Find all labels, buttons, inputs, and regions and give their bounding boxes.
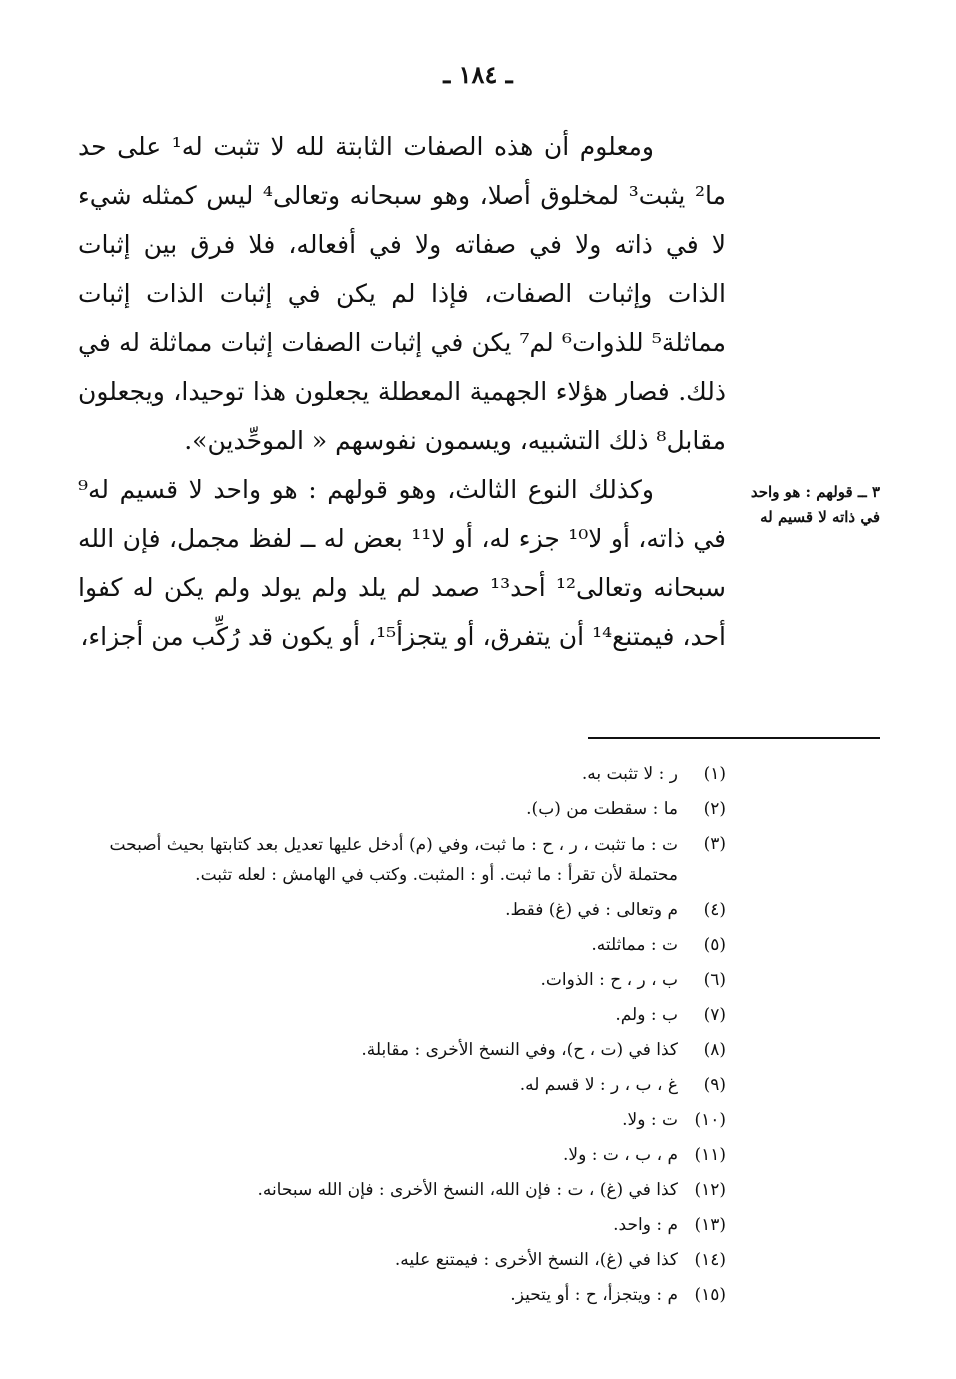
footnote-text: م : ويتجزأ، ح : أو يتحيز. (510, 1285, 678, 1305)
margin-note: ٣ ــ قولهم : هو واحد في ذاته لا قسيم له (750, 483, 880, 526)
footnote-5 (78, 928, 726, 963)
footnote-number: (١٣) (694, 1215, 726, 1235)
footnote-2 (78, 792, 726, 827)
footnote-14 (78, 1243, 726, 1278)
footnote-text: كذا في (غ) ، ت : فإن الله، النسخ الأخرى : فإن الله سبحانه. (257, 1180, 678, 1200)
footnote-number: (٣) (703, 834, 726, 854)
main-text (78, 122, 726, 661)
footnote-text: كذا في (غ)، النسخ الأخرى : فيمتنع عليه. (394, 1250, 678, 1270)
footnote-number: (١٥) (694, 1285, 726, 1305)
footnote-15 (78, 1278, 726, 1313)
footnote-text: م وتعالى : في (غ) فقط. (505, 900, 678, 920)
footnote-text: ب ، ر ، ح : الذوات. (540, 970, 678, 990)
footnote-text: كذا في (ت ، ح)، وفي النسخ الأخرى : مقابلة. (361, 1040, 678, 1060)
footnote-text: ما : سقطت من (ب). (526, 799, 678, 819)
footnote-6 (78, 963, 726, 998)
footnote-text: ر : لا تثبت به. (581, 764, 678, 784)
footnote-7 (78, 998, 726, 1033)
footnote-8 (78, 1033, 726, 1068)
footnote-text: ت : ما تثبت ، ر ، ح : ما ثبت، وفي (م) أدخل عليها تعديل بعد كتابتها بحيث أصبحت محتملة لأن تقرأ : ما ثبت. أو : المثبت. وكتب في الهامش : لعله تثبت. (109, 835, 678, 885)
footnote-number: (٤) (703, 900, 726, 920)
footnote-text: م : واحد. (613, 1215, 678, 1235)
footnotes (78, 757, 726, 1313)
footnote-divider (588, 737, 880, 739)
footnote-number: (١١) (694, 1145, 726, 1165)
footnote-11 (78, 1138, 726, 1173)
main-paragraph-1: ومعلوم أن هذه الصفات الثابتة لله لا تثبت له¹ على حد ما² يثبت³ لمخلوق أصلا، وهو سبحانه وتعالى⁴ ليس كمثله شيء لا في ذاته ولا في صفاته ولا في أفعاله، فلا فرق بين إثبات الذات وإثبات الصفات، فإذا لم يكن في إثبات الذات إثبات مماثلة⁵ للذوات⁶ لم⁷ يكن في إثبات الصفات إثبات مماثلة له في ذلك. فصار هؤلاء الجهمية المعطلة يجعلون هذا توحيدا، ويجعلون مقابل⁸ ذلك التشبيه، ويسمون نفوسهم « الموحِّدين». (78, 132, 727, 455)
footnote-10 (78, 1103, 726, 1138)
footnote-number: (١٢) (694, 1180, 726, 1200)
footnote-13 (78, 1208, 726, 1243)
footnote-9 (78, 1068, 726, 1103)
main-paragraph-2: وكذلك النوع الثالث، وهو قولهم : هو واحد لا قسيم له⁹ في ذاته، أو لا¹⁰ جزء له، أو لا¹¹ بعض له ــ لفظ مجمل، فإن الله سبحانه وتعالى¹² أحد¹³ صمد لم يلد ولم يولد ولم يكن له كفوا أحد، فيمتنع¹⁴ أن يتفرق، أو يتجزأ¹⁵، أو يكون قد رُكِّب من أجزاء، (78, 475, 726, 651)
page-number: ـ ١٨٤ ـ (443, 60, 513, 89)
footnote-number: (٧) (703, 1005, 726, 1025)
footnote-text: ب : ولم. (615, 1005, 678, 1025)
footnote-number: (٦) (703, 970, 726, 990)
footnote-text: م ، ب ، ت : ولا. (563, 1145, 678, 1165)
footnote-text: ت : ولا. (622, 1110, 678, 1130)
footnote-number: (٢) (703, 799, 726, 819)
footnote-number: (١٤) (694, 1250, 726, 1270)
footnote-12 (78, 1173, 726, 1208)
footnote-number: (١٠) (694, 1110, 726, 1130)
footnote-number: (٩) (703, 1075, 726, 1095)
footnote-text: غ ، ب ، ر : لا قسم له. (519, 1075, 678, 1095)
footnote-3 (78, 827, 726, 893)
footnote-text: ت : مماثلته. (591, 935, 678, 955)
footnote-number: (٥) (703, 935, 726, 955)
footnote-4 (78, 893, 726, 928)
footnote-number: (١) (703, 764, 726, 784)
footnote-1 (78, 757, 726, 792)
footnote-number: (٨) (703, 1040, 726, 1060)
